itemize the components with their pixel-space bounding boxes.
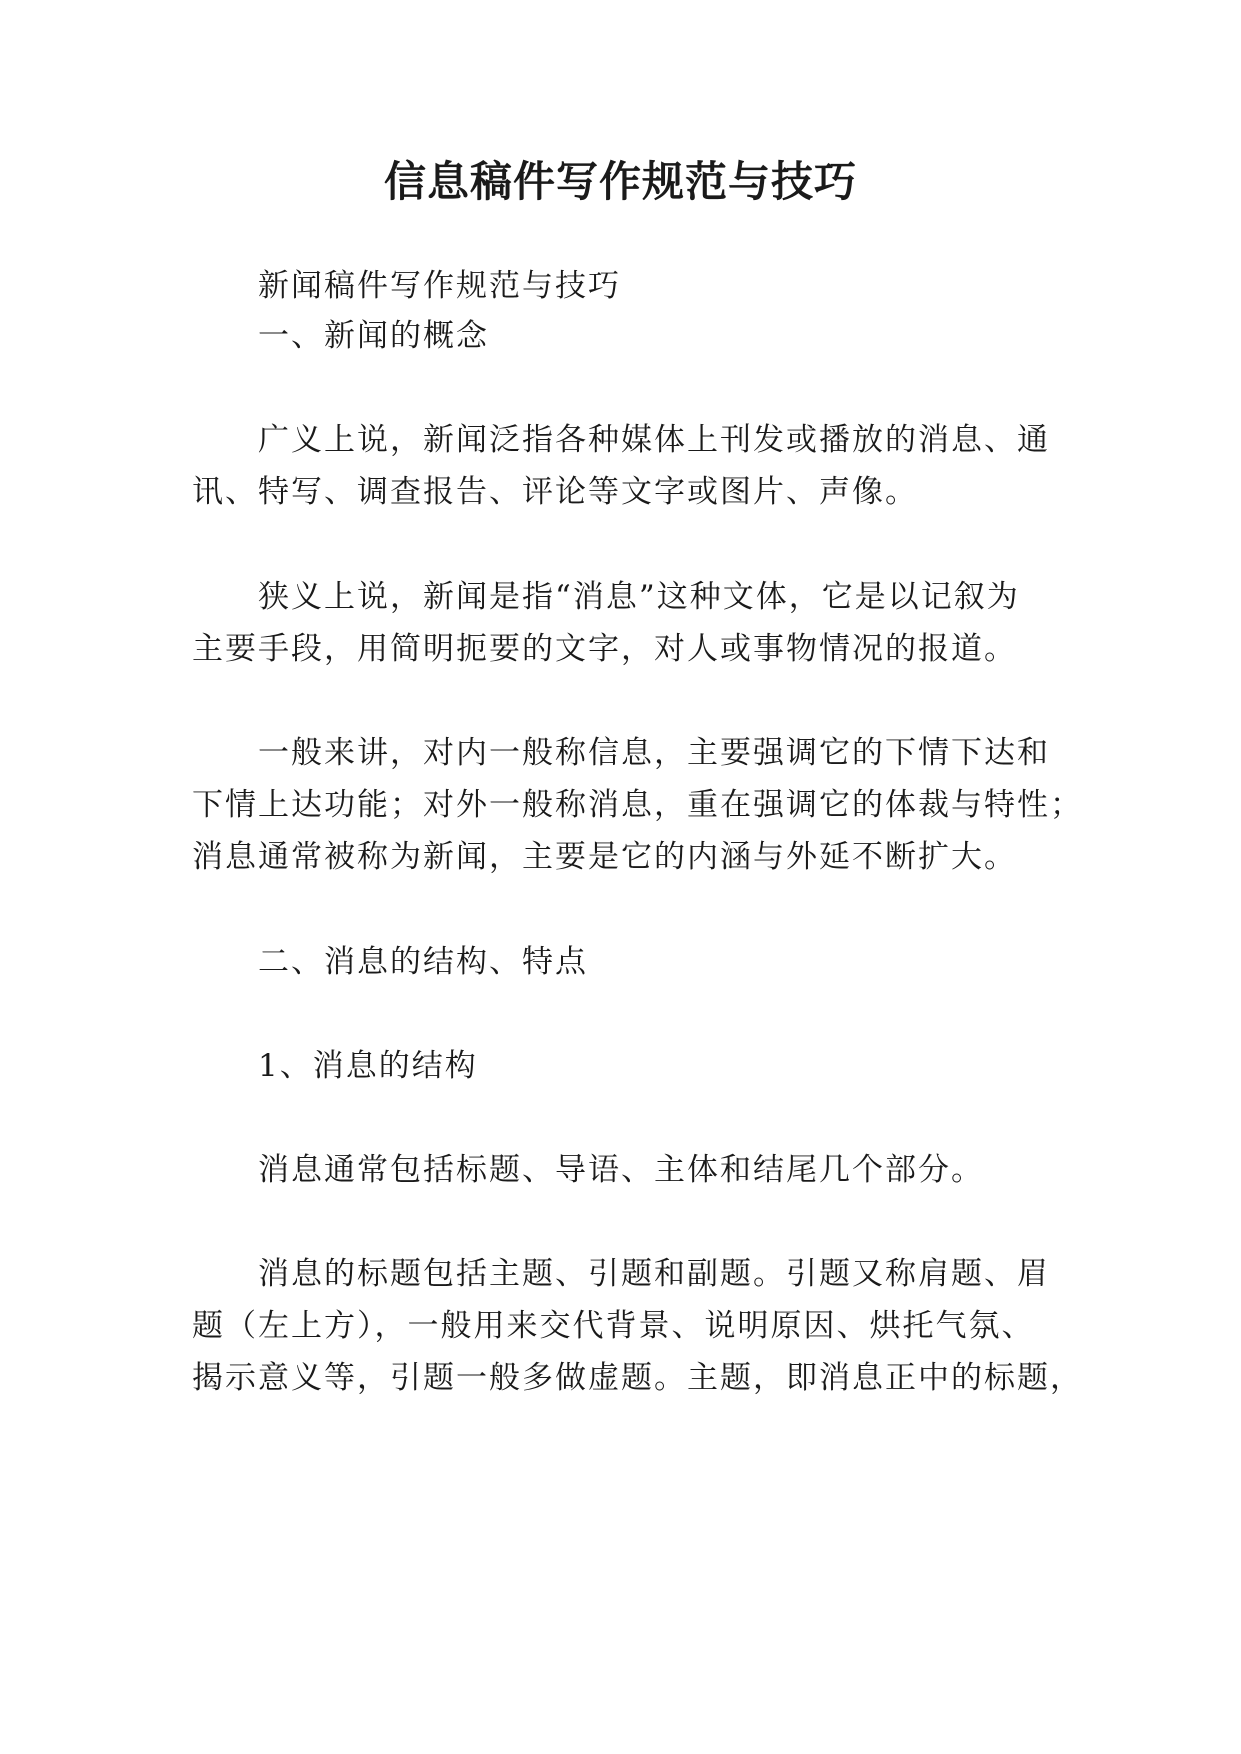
paragraph-line: 消息通常包括标题、导语、主体和结尾几个部分。 bbox=[258, 1152, 984, 1188]
paragraph-line: 广义上说，新闻泛指各种媒体上刊发或播放的消息、通 bbox=[258, 422, 1050, 458]
paragraph-line: 消息的标题包括主题、引题和副题。引题又称肩题、眉 bbox=[258, 1256, 1050, 1292]
paragraph-line: 消息通常被称为新闻，主要是它的内涵与外延不断扩大。 bbox=[192, 839, 1017, 875]
paragraph-line: 下情上达功能；对外一般称消息，重在强调它的体裁与特性； bbox=[192, 787, 1083, 823]
paragraph-line: 主要手段，用简明扼要的文字，对人或事物情况的报道。 bbox=[192, 631, 1017, 667]
paragraph-line: 揭示意义等，引题一般多做虚题。主题，即消息正中的标题， bbox=[192, 1360, 1083, 1396]
subsection-heading: 1、消息的结构 bbox=[258, 1048, 478, 1084]
subtitle-line: 新闻稿件写作规范与技巧 bbox=[258, 268, 621, 304]
document-title: 信息稿件写作规范与技巧 bbox=[383, 157, 857, 206]
paragraph-line: 题（左上方），一般用来交代背景、说明原因、烘托气氛、 bbox=[192, 1308, 1035, 1344]
section-heading-2: 二、消息的结构、特点 bbox=[258, 944, 588, 980]
paragraph-line: 讯、特写、调查报告、评论等文字或图片、声像。 bbox=[192, 474, 918, 510]
paragraph-line: 狭义上说，新闻是指“消息”这种文体，它是以记叙为 bbox=[258, 579, 1020, 615]
section-heading-1: 一、新闻的概念 bbox=[258, 318, 489, 354]
paragraph-line: 一般来讲，对内一般称信息，主要强调它的下情下达和 bbox=[258, 735, 1050, 771]
